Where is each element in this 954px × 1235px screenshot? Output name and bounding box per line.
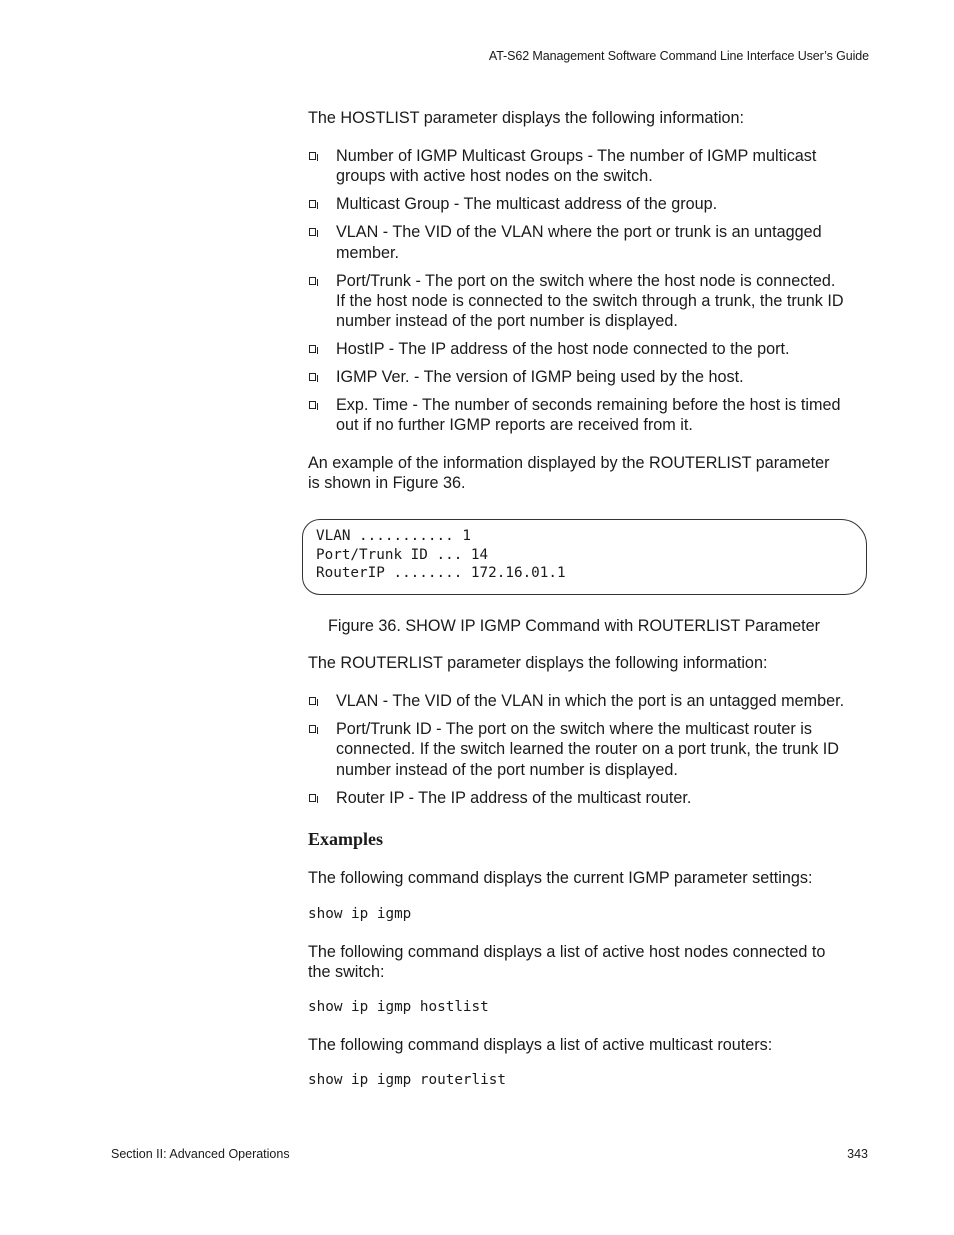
running-header: AT-S62 Management Software Command Line Interface User’s Guide [488,49,869,63]
checkbox-bullet-icon [309,373,316,381]
footer-section: Section II: Advanced Operations [111,1147,290,1161]
example-3-command: show ip igmp routerlist [308,1072,506,1088]
checkbox-bullet-icon [309,697,316,705]
code-line: VLAN ........... 1 [316,528,471,544]
routerlist-intro: The ROUTERLIST parameter displays the following information: [308,654,768,672]
example-intro: An example of the information displayed by the ROUTERLIST parameter is shown in Figure 36. [308,454,830,493]
checkbox-bullet-icon [309,152,316,160]
example-2-command: show ip igmp hostlist [308,999,489,1015]
list-item: Router IP - The IP address of the multicast router. [308,788,878,808]
checkbox-bullet-icon [309,200,316,208]
checkbox-bullet-icon [309,794,316,802]
hostlist-bullet-list [308,146,874,443]
example-1-command: show ip igmp [308,906,412,922]
examples-heading: Examples [308,829,384,849]
routerlist-bullet-list [308,691,878,816]
list-item: VLAN - The VID of the VLAN in which the port is an untagged member. [308,691,878,711]
code-example-box [302,519,867,595]
page-number: 343 [847,1147,868,1161]
example-2-text: The following command displays a list of active host nodes connected to the switch: [308,943,826,982]
list-item: VLAN - The VID of the VLAN where the port or trunk is an untagged member. [308,222,874,263]
figure-caption: Figure 36. SHOW IP IGMP Command with ROUTERLIST Parameter [328,617,821,635]
hostlist-intro: The HOSTLIST parameter displays the following information: [308,109,745,127]
list-item: Port/Trunk - The port on the switch where the host node is connected. If the host node is connected to the switch through a trunk, the trunk ID number instead of the port number is displayed. [308,271,874,332]
list-item: Port/Trunk ID - The port on the switch where the multicast router is connected. If the switch learned the router on a port trunk, the trunk ID number instead of the port number is displayed. [308,719,878,780]
example-1-text: The following command displays the current IGMP parameter settings: [308,869,813,887]
checkbox-bullet-icon [309,345,316,353]
list-item: IGMP Ver. - The version of IGMP being used by the host. [308,367,874,387]
checkbox-bullet-icon [309,725,316,733]
list-item: Exp. Time - The number of seconds remaining before the host is timed out if no further IGMP reports are received from it. [308,395,874,436]
list-item: Multicast Group - The multicast address of the group. [308,194,874,214]
checkbox-bullet-icon [309,277,316,285]
checkbox-bullet-icon [309,401,316,409]
code-line: Port/Trunk ID ... 14 [316,546,489,563]
example-3-text: The following command displays a list of active multicast routers: [308,1036,773,1054]
code-line: RouterIP ........ 172.16.01.1 [316,565,566,581]
list-item: Number of IGMP Multicast Groups - The number of IGMP multicast groups with active host nodes on the switch. [308,146,874,187]
checkbox-bullet-icon [309,228,316,236]
list-item: HostIP - The IP address of the host node connected to the port. [308,339,874,359]
